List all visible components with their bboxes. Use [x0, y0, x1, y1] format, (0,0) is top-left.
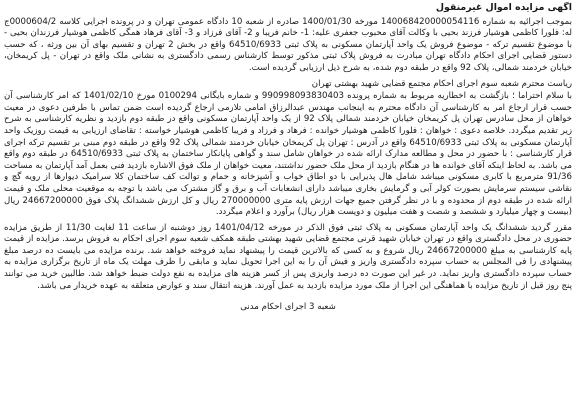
auction-terms-paragraph: مقرر گردید ششدانگ یک واحد آپارتمان مسکونی به پلاک ثبتی فوق الذکر در مورخه 1401/04/12 روز دوشنبه از ساعت 11 لغایت 11/30 از طریق مزایده حضوری در محل دادگستری واقع در تهران خیابان شهید قرنی مجتمع قضایی شهید بهشتی طبقه همکف شعبه سوم اجرای احکام به فروش برسد. مزایده از قیمت پایه کارشناسی به مبلغ 24667200000 ریال شروع و به کسی که بالاترین قیمت را پیشنهاد نماید فروخته خواهد شد. برنده مزایده می بایست ده درصد مبلغ پیشنهادی را فی المجلس به حساب سپرده دادگستری واریز و فیش آن را به این اجرا تحویل نماید و مابقی را ظرف مهلت یک ماه از تاریخ برگزاری مزایده به حساب سپرده دادگستری واریز نماید. در غیر این صورت ده درصد واریزی پس از کسر هزینه های مزایده به نفع دولت ضبط خواهد شد. طالبین خرید می توانند پنج روز قبل از تاریخ مزایده با هماهنگی این اجرا از ملک مورد مزایده بازدید به عمل آورند. هزینه انتقال سند و عوارض متعلقه به عهده خریدار می باشد. — [4, 222, 572, 291]
expert-report-paragraph: با سلام احتراما ؛ بازگشت به اخطاریه مربوط به شماره پرونده 990998093830403 و شماره بایگانی 0100294 مورخ 1401/02/10 که امر کارشناسی آن حسب قرار ارجاع امر به کارشناسی آن دادگاه محترم به اینجانب مهندس عبدالرزاق امامی تلارمی ارجاع گردیده است ضمن تماس با طرفین دعوی در معیت خواهان از محل سادرس تهران پل کریمخان خیابان خردمند شمالی پلاک 92 از یک واحد آپارتمان مسکونی واقع در طبقه دوم بازدید و نظریه کارشناسی به شرح زیر تقدیم میگردد. خلاصه دعوی : خواهان : فلورا کاظمی هوشیار خوانده : فرهاد و فرزاد و فریبا کاظمی هوشیار خواسته : تقاضای ارزیابی به قیمت روزیک واحد آپارتمان مسکونی به پلاک ثبتی 64510/6933 واقع در آدرس : تهران پل کریمخان خیابان خردمند شمالی پلاک 92 واقع در طبقه دوم مبنی بر تقسیم ترکه اجرای قرار کارشناسی : با حضور در محل و مطالعه مدارک ارائه شده در خواهان شامل سند و گواهی پایانکار ساختمان به پلاک ثبتی 64510/6933 در طبقه دوم واقع می باشد. به لحاظ اینکه آقای خوانده ها در هنگام بازدید از محل ملک حضور نداشتند، معیت خواهان از ملک فوق الاشاره بازدید فنی بعمل آمد آپارتمان به مساحت 91/36 مترمربع با کابری مسکونی میباشد شامل هال پذیرایی با دو اطاق خواب و آشپزخانه و حمام و توالت کف ساختمان کلا سرامیک دیوارها از رویه گچ و نقاشی سیستم سرمایش بصورت کولر آبی و گرمایش بخاری میباشد دارای انشعابات آب و برق و گاز مشترک می باشد با توجه به موقعیت محلی ملک و قیمت ارائه شده در طبقه دوم از محدوده و با در نظر گرفتن جمیع جهات ارزش پایه متری 270000000 ریال و کل ارزش ششدانگ پلاک فوق 24667200000 ریال (بیست و چهار میلیارد و ششصد و شصت و هفت میلیون و دویست هزار ریال) برآورد و اعلام میگردد. — [4, 91, 572, 218]
auction-notice — [4, 2, 572, 418]
signature-line: شعبه 3 اجرای احکام مدنی — [240, 302, 336, 313]
salutation-heading: ریاست محترم شعبه سوم اجرای احکام مجتمع قضایی شهید بهشتی تهران — [311, 78, 572, 89]
notice-title: آگهی مزایده اموال غیرمنقول — [435, 2, 572, 13]
enforcement-paragraph: بموجب اجرائیه به شماره 140068420000054116 مورخه 1400/01/30 صادره از شعبه 10 دادگاه عمومی تهران و در پرونده اجرایی کلاسه 0000604/2ج له: فلورا کاظمی هوشیار فرزند بحیی با وکالت آقای محبوب جعفری علیه: 1- خانم فریبا و 2- آقای فرزاد و 3- آقای فرهاد همگی کاظمی هوشیار فرزندان بحیی - با موضوع تقسیم ترکه - موضوع فروش یک واحد آپارتمان مسکونی به پلاک ثبتی 64510/6933 واقع در بخش 2 تهران و تقسیم بهای آن بین ورثه ، که حسب دستور قضایی اجرای احکام دادگاه تهران مبادرت به فروش پلاک ثبتی مذکور توسط کارشناس رسمی دادگستری به نشانی ملک واقع در تهران - پل کریمخان، خیابان خردمند شمالی، پلاک 92 واقع در طبقه دوم شده، به شرح ذیل ارزیابی گردیده است. — [4, 16, 572, 73]
